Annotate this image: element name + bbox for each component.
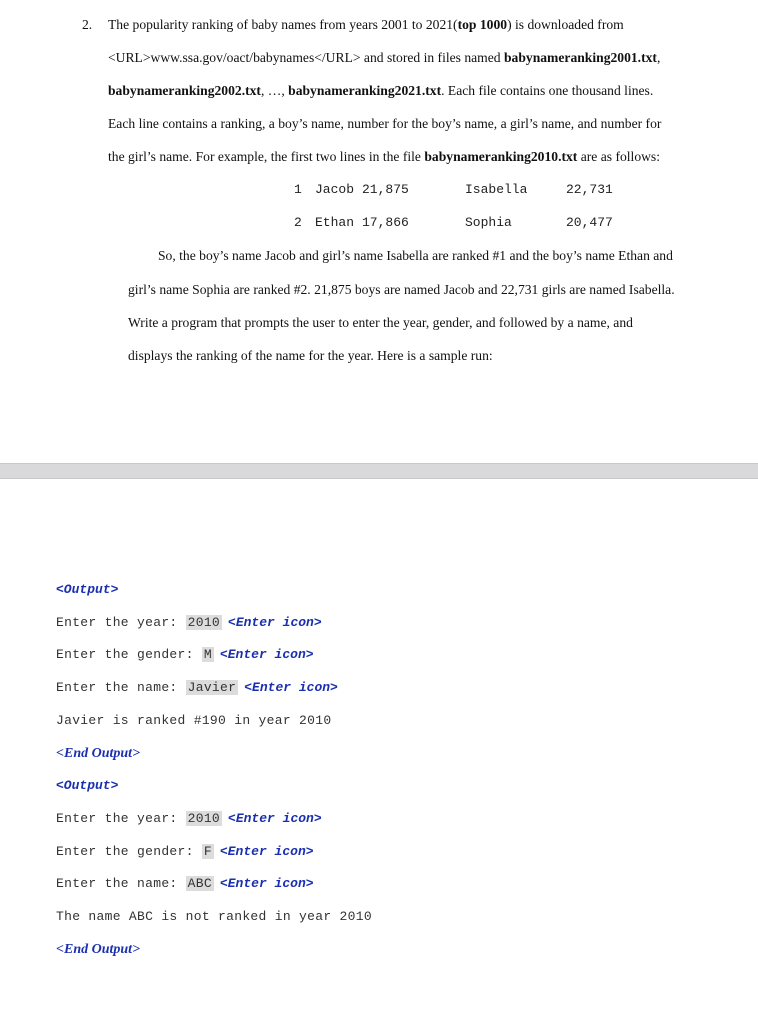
explanation-line-1: So, the boy’s name Jacob and girl’s name Isabella are ranked #1 and the boy’s name Ethan and xyxy=(158,248,673,263)
rank-cell: 1 xyxy=(294,182,302,197)
problem-number: 2. xyxy=(82,17,93,32)
explanation-line-3: Write a program that prompts the user to enter the year, gender, and followed by a name, and xyxy=(128,315,633,330)
user-input: ABC xyxy=(187,876,212,891)
problem-line-4: Each line contains a ranking, a boy’s name, number for the boy’s name, a girl’s name, and number for xyxy=(108,116,662,131)
boy-count-cell: 17,866 xyxy=(362,215,409,230)
explanation-line-4: displays the ranking of the name for the year. Here is a sample run: xyxy=(128,348,493,363)
enter-icon: <Enter icon> xyxy=(228,615,322,630)
enter-icon: <Enter icon> xyxy=(219,876,314,891)
output-line-year: Enter the year: 2010 <Enter icon> xyxy=(56,811,322,826)
user-input: M xyxy=(203,647,212,662)
rank-cell: 2 xyxy=(294,215,302,230)
output-open-tag: <Output> xyxy=(56,582,119,597)
user-input: 2010 xyxy=(187,811,221,826)
output-line-gender: Enter the gender: M <Enter icon> xyxy=(56,647,314,662)
girl-count-cell: 22,731 xyxy=(566,182,613,197)
enter-icon: <Enter icon> xyxy=(228,811,322,826)
problem-line-5: the girl’s name. For example, the first two lines in the file babynameranking2010.txt are as follows: xyxy=(108,149,660,164)
boy-name-cell: Jacob xyxy=(315,182,355,197)
enter-icon: <Enter icon> xyxy=(219,844,314,859)
output-line-gender: Enter the gender: F <Enter icon> xyxy=(56,844,314,859)
problem-line-1: The popularity ranking of baby names from years 2001 to 2021(top 1000) is downloaded from xyxy=(108,17,624,32)
output-open-tag: <Output> xyxy=(56,778,119,793)
output-result: The name ABC is not ranked in year 2010 xyxy=(56,909,372,924)
output-line-name: Enter the name: ABC <Enter icon> xyxy=(56,876,314,891)
boy-name-cell: Ethan xyxy=(315,215,355,230)
enter-icon: <Enter icon> xyxy=(244,680,338,695)
user-input: Javier xyxy=(187,680,237,695)
output-close-tag: <End Output> xyxy=(56,942,141,957)
output-close-tag: <End Output> xyxy=(56,746,141,761)
girl-name-cell: Sophia xyxy=(465,215,512,230)
output-result: Javier is ranked #190 in year 2010 xyxy=(56,713,332,728)
girl-name-cell: Isabella xyxy=(465,182,528,197)
problem-line-3: babynameranking2002.txt, …, babynameranking2021.txt. Each file contains one thousand lines. xyxy=(108,83,654,98)
page-separator xyxy=(0,463,758,479)
document-page-1 xyxy=(0,0,758,463)
output-line-year: Enter the year: 2010 <Enter icon> xyxy=(56,615,322,630)
girl-count-cell: 20,477 xyxy=(566,215,613,230)
enter-icon: <Enter icon> xyxy=(219,647,314,662)
user-input: F xyxy=(203,844,212,859)
explanation-line-2: girl’s name Sophia are ranked #2. 21,875 boys are named Jacob and 22,731 girls are named Isabella. xyxy=(128,282,675,297)
boy-count-cell: 21,875 xyxy=(362,182,409,197)
user-input: 2010 xyxy=(187,615,221,630)
output-line-name: Enter the name: Javier <Enter icon> xyxy=(56,680,338,695)
document-page-2 xyxy=(0,479,758,1024)
problem-line-2: <URL>www.ssa.gov/oact/babynames</URL> and stored in files named babynameranking2001.txt, xyxy=(108,50,661,65)
